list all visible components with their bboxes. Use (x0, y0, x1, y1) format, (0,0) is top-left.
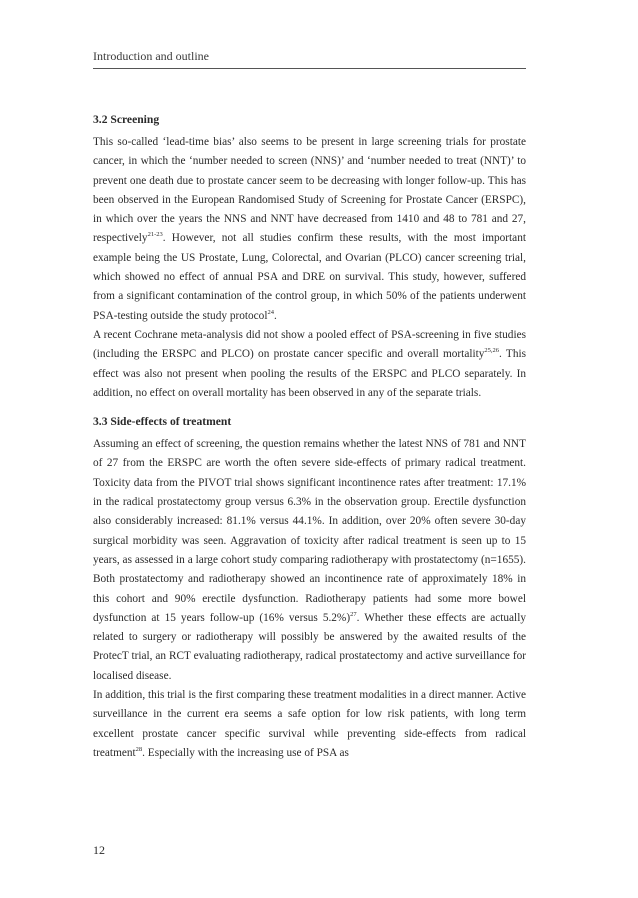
paragraph-side-effects-1 (93, 435, 526, 686)
paragraph-text: . (273, 309, 277, 322)
paragraph-text: . Especially with the increasing use of PSA as (142, 746, 349, 759)
page-number: 12 (93, 843, 105, 857)
citation-ref: 25,26 (484, 347, 500, 355)
citation-ref: 28 (135, 745, 143, 753)
citation-ref: 27 (350, 610, 357, 618)
paragraph-text: . Whether these effects are actually related to surgery or radiotherapy will possibly be answered by the awaited results of the ProtecT trial, an RCT evaluating radiotherapy, radical prostatectomy and active surveillance for localised disease. (93, 611, 526, 682)
paragraph-text: In addition, this trial is the first comparing these treatment modalities in a direct manner. Active surveillance in the current era seems a safe option for low risk patients, with long term excellent prostate cancer specific survival while preventing side-effects from radical treatment (93, 689, 526, 759)
citation-ref: 24 (267, 308, 274, 316)
citation-ref: 21-23 (147, 231, 163, 239)
paragraph-side-effects-2 (93, 686, 526, 763)
section-heading-screening: 3.2 Screening (93, 113, 160, 126)
paragraph-screening-1 (93, 133, 526, 326)
paragraph-screening-2 (93, 326, 526, 403)
running-header (93, 49, 526, 69)
section-heading-side-effects: 3.3 Side-effects of treatment (93, 415, 232, 429)
page-body (93, 110, 526, 763)
running-title: Introduction and outline (93, 49, 209, 63)
paragraph-text: A recent Cochrane meta-analysis did not show a pooled effect of PSA-screening in five studies (including the ERSPC and PLCO) on prostate cancer specific and overall mortality (93, 328, 526, 361)
paragraph-text: . This effect was also not present when pooling the results of the ERSPC and PLCO separately. In addition, no effect on overall mortality has been observed in any of the separate trials. (93, 348, 527, 399)
paragraph-text: This so-called ‘lead-time bias’ also seems to be present in large screening trials for prostate cancer, in which the ‘number needed to screen (NNS)’ and ‘number needed to treat (NNT)’ to prevent one death due to prostate cancer seem to be decreasing with longer follow-up. This has been observed in the European Randomised Study of Screening for Prostate Cancer (ERSPC), in which over the years the NNS and NNT have decreased from 1410 and 48 to 781 and 27, respectively (93, 136, 526, 245)
paragraph-text: . However, not all studies confirm these results, with the most important example being the US Prostate, Lung, Colorectal, and Ovarian (PLCO) cancer screening trial, which showed no effect of annual PSA and DRE on survival. This study, however, suffered from a significant contamination of the control group, in which 50% of the patients underwent PSA-testing outside the study protocol (93, 232, 526, 322)
paragraph-text: Assuming an effect of screening, the question remains whether the latest NNS of 781 and NNT of 27 from the ERSPC are worth the often severe side-effects of primary radical treatment. Toxicity data from the PIVOT trial shows significant incontinence rates after treatment: 17.1% in the radical prostatectomy group versus 6.3% in the observation group. Erectile dysfunction also considerably increased: 81.1% versus 44.1%. In addition, over 20% often severe 30-day surgical morbidity was seen. Aggravation of toxicity after radical treatment is seen up to 15 years, as assessed in a large cohort study comparing radiotherapy with prostatectomy (n=1655). Both prostatectomy and radiotherapy showed an incontinence rate of approximately 18% in this cohort and 90% erectile dysfunction. Radiotherapy patients had some more bowel dysfunction at 15 years follow-up (16% versus 5.2%) (93, 438, 526, 624)
